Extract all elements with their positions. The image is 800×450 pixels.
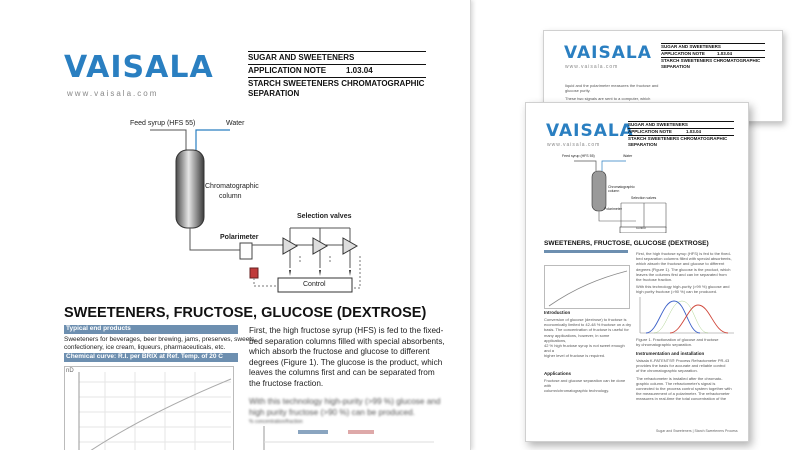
website-url: www.vaisala.com [565,64,619,70]
feed-line [150,130,186,150]
vaisala-logo: VAISALA [546,121,634,141]
applications-text [544,378,632,394]
header-note-number: 1.03.04 [686,129,702,134]
header-category: SUGAR AND SWEETENERS [628,121,734,127]
mini-water-label: Water [623,154,633,158]
polarimeter-label: Polarimeter [220,234,259,241]
right-line: First, the high fructose syrup (HFS) is fed to the fixed- [636,251,731,256]
chemical-curve-bar: Chemical curve: R.I. per BRIX at Ref. Temp. of 20 C [64,353,238,362]
process-diagram [0,0,470,300]
instrumentation-text [636,358,736,402]
selection-valves-label: Selection valves [297,213,352,220]
mini-column-icon [592,171,606,211]
header-subtitle-line2: SEPARATION [248,89,300,98]
inst-line: of the chromatographic separation. [636,368,698,374]
fractionation-chart [636,295,736,335]
control-dashed-line [254,278,278,286]
water-line [196,130,230,150]
header-category: SUGAR AND SWEETENERS [248,51,426,62]
header-note-label: APPLICATION NOTE [661,51,705,56]
typical-end-products-bar: Typical end products [64,325,238,334]
fructose-peak-line [670,305,728,333]
back-text-line: These two signals are sent to a computer, which [565,96,651,102]
right-line: bed separation columns filled with special absorbents, [636,256,732,262]
body-line: leaves the columns first and can be separated from [249,368,435,378]
intro-line: Conversion of glucose (dextrose) to fructose is [544,317,627,322]
introduction-text [544,317,632,359]
column-label-2: column [219,193,242,200]
front-graph [544,265,630,309]
header-note-number: 1.03.04 [717,51,733,56]
right-line: leaves the columns first and can be separated from [636,271,727,277]
header-note-label: APPLICATION NOTE [628,129,672,134]
inst-line: connected to the process control system together with [636,385,732,391]
mini-process-diagram [526,103,748,233]
header-subtitle-line1: STARCH SWEETENERS CHROMATOGRAPHIC [661,58,761,63]
figure-axis-label: % concentration/fraction [249,419,303,425]
glucose-peak-line [646,301,700,333]
fraction-legend-swatch [298,430,328,434]
water-label: Water [226,120,245,127]
typical-end-products-text-2: confectionery, ice cream, liqueurs, pharmaceuticals, etc. [64,344,226,351]
header-subtitle-line2: SEPARATION [661,63,690,69]
page-footer: Sugar and Sweeteners | Starch Sweeteners Process [656,429,738,433]
column-label-1: Chromatographic [205,183,259,190]
right-line: degrees (Figure 1). The glucose is the product, which [636,266,731,272]
mini-column-label: Chromatographic column [608,185,635,194]
intro-line: higher level of fructose is required. [544,353,606,359]
intro-line: 42 % high fructose syrup is not sweet enough and a [544,342,625,354]
body-paragraph [249,326,464,390]
header-note-label: APPLICATION NOTE [248,66,327,75]
header-subtitle-line1: STARCH SWEETENERS CHROMATOGRAPHIC [248,79,425,88]
vaisala-logo: VAISALA [564,43,652,63]
figure-caption-line: by chromatographic separation. [636,342,693,348]
right-line: With this technology high-purity (>99 %) glucose and [636,284,730,290]
section-title: SWEETENERS, FRUCTOSE, GLUCOSE (DEXTROSE) [544,240,709,247]
website-url: www.vaisala.com [67,89,159,98]
back-text-line: glucose purity. [565,88,591,94]
inst-line: The refractometer is installed after the chromato- [636,375,723,381]
body-blur-line: With this technology high-purity (>99 %) glucose and [249,397,441,406]
instrumentation-heading: Instrumentation and installation [636,351,705,356]
typical-end-products-text-1: Sweeteners for beverages, beer brewing, jams, preserves, sweets, [64,336,257,343]
front-document-page [525,102,749,442]
body-line: degrees (Figure 1). The glucose is the product, which [249,357,443,367]
header-note-number: 1.03.04 [346,66,373,75]
intro-line: basis. The concentration of fructose is useful for [544,327,629,333]
header-subtitle [661,57,765,69]
mini-control-label: Control [636,226,646,230]
back-text-line: liquid and the polarimeter measures the fructose and [565,83,659,88]
body-line: the fructose fraction. [249,378,324,388]
website-url: www.vaisala.com [547,142,601,148]
app-line: Fructose and glucose separation can be done with [544,378,626,389]
inst-line: provides the basis for accurate and reliable control [636,363,726,369]
right-line: high purity fructose (>90 %) can be produced. [636,289,718,295]
intro-line: economically limited to 42-48 % fructose on a dry [544,322,632,328]
right-line: the fructose fraction. [636,276,673,282]
refractometer-icon [250,268,258,278]
section-title: SWEETENERS, FRUCTOSE, GLUCOSE (DEXTROSE) [64,305,427,321]
vaisala-logo: VAISALA [64,50,214,85]
figure-caption-line: Figure 1. Fractionation of glucose and fructose [636,337,719,342]
mini-feed-label: Feed syrup (HFS 55) [562,154,595,158]
front-bar [544,250,628,253]
header-category: SUGAR AND SWEETENERS [661,43,765,49]
chromatographic-column-icon [176,150,204,228]
inst-line: graphic column. The refractometer's signal is [636,380,716,386]
body-blurred-paragraph [249,397,440,418]
control-label: Control [303,281,326,288]
inst-line: the measurement of a polarimeter. The refractometer [636,391,730,397]
body-line: bed separation columns filled with special absorbents, [249,336,445,346]
fraction-legend-swatch [348,430,374,434]
intro-line: many applications, however, in some applications, [544,332,610,343]
introduction-heading: Introduction [544,310,571,315]
figure-caption [636,337,736,347]
fraction-chart-preview [258,426,438,450]
polarimeter-icon [240,243,252,259]
front-right-text [636,251,736,295]
mini-polarimeter-label: Polarimeter [604,207,622,211]
header-subtitle-line1: STARCH SWEETENERS CHROMATOGRAPHIC [628,136,728,141]
selection-valves [283,228,357,276]
inst-line: Vaisala K-PATENTS® Process Refractometer PR-43 [636,358,730,363]
ri-brix-graph [64,366,234,450]
inst-line: measures in real-time the total concentration of the [636,396,727,402]
mini-valves-label: Selection valves [631,196,657,200]
right-line: which absorb the fructose and glucose to different [636,261,725,267]
applications-heading: Applications [544,371,572,376]
graph-ylabel: nD [66,368,74,374]
header-subtitle-line2: SEPARATION [628,141,657,147]
ri-curve-line [81,379,231,450]
body-line: First, the high fructose syrup (HFS) is fed to the fixed- [249,326,444,335]
header-note [661,50,765,56]
app-line: column/chromatographic technology. [544,388,610,394]
feed-syrup-label: Feed syrup (HFS 55) [130,120,196,127]
graph-gridlines [79,372,231,450]
body-line: which absorb the fructose and glucose to different [249,347,430,357]
body-blur-line: high purity fructose (>90 %) can be produced. [249,407,415,417]
